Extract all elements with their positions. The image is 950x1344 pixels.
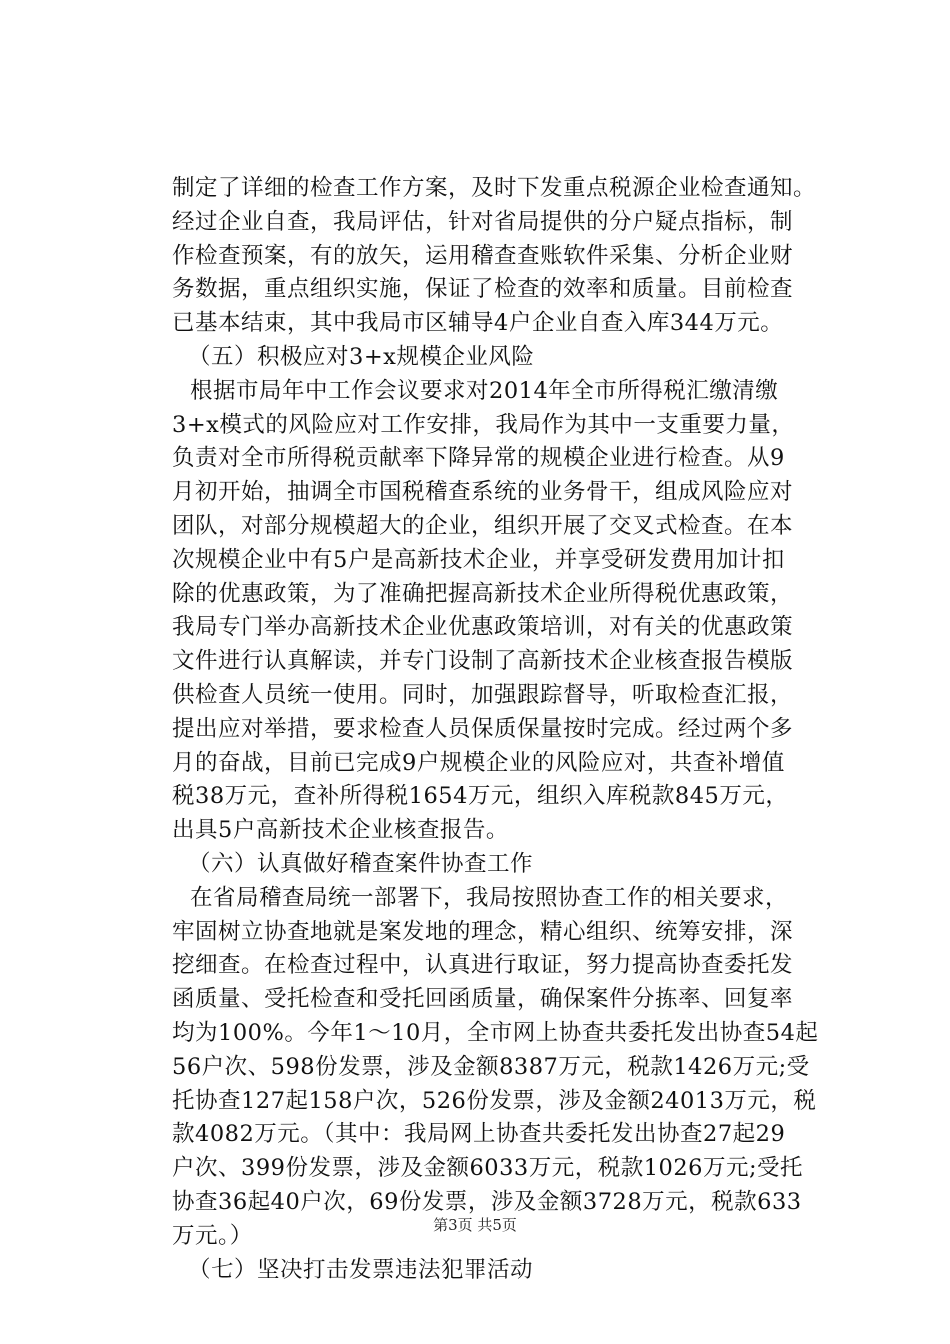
body-line: 文件进行认真解读，并专门设制了高新技术企业核查报告模版 bbox=[172, 648, 794, 675]
body-line: 经过企业自查，我局评估，针对省局提供的分户疑点指标，制 bbox=[172, 208, 794, 235]
section-heading-6: （六）认真做好稽查案件协查工作 bbox=[188, 850, 534, 877]
document-body bbox=[172, 172, 819, 1287]
body-line: 提出应对举措，要求检查人员保质保量按时完成。经过两个多 bbox=[172, 715, 794, 742]
body-line: 56户次、598份发票，涉及金额8387万元，税款1426万元;受 bbox=[172, 1053, 810, 1080]
body-line: 税38万元，查补所得税1654万元，组织入库税款845万元， bbox=[172, 783, 789, 810]
body-line: 制定了详细的检查工作方案，及时下发重点税源企业检查通知。 bbox=[172, 175, 817, 201]
body-line: 供检查人员统一使用。同时，加强跟踪督导，听取检查汇报， bbox=[172, 681, 794, 708]
body-line: 我局专门举办高新技术企业优惠政策培训，对有关的优惠政策 bbox=[172, 614, 794, 641]
body-line: 务数据，重点组织实施，保证了检查的效率和质量。目前检查 bbox=[172, 276, 794, 303]
body-line: 月初开始，抽调全市国税稽查系统的业务骨干，组成风险应对 bbox=[172, 479, 794, 506]
body-line: 挖细查。在检查过程中，认真进行取证，努力提高协查委托发 bbox=[172, 952, 794, 979]
body-line: 除的优惠政策，为了准确把握高新技术企业所得税优惠政策， bbox=[172, 580, 794, 607]
body-line: 出具5户高新技术企业核查报告。 bbox=[172, 817, 509, 844]
body-line: 已基本结束，其中我局市区辅导4户企业自查入库344万元。 bbox=[172, 310, 784, 337]
page-footer: 第3页 共5页 bbox=[433, 1216, 517, 1234]
body-line: 3+x模式的风险应对工作安排，我局作为其中一支重要力量， bbox=[172, 411, 795, 438]
body-line: 牢固树立协查地就是案发地的理念，精心组织、统筹安排，深 bbox=[172, 918, 794, 945]
body-line: 负责对全市所得税贡献率下降异常的规模企业进行检查。从9 bbox=[172, 445, 785, 472]
body-line: 万元。） bbox=[172, 1222, 253, 1249]
body-line: 次规模企业中有5户是高新技术企业，并享受研发费用加计扣 bbox=[172, 546, 785, 573]
body-line: 托协查127起158户次，526份发票，涉及金额24013万元，税 bbox=[172, 1087, 817, 1114]
paragraph-first-line: 根据市局年中工作会议要求对2014年全市所得税汇缴清缴 bbox=[190, 377, 779, 404]
paragraph-first-line: 在省局稽查局统一部署下，我局按照协查工作的相关要求， bbox=[190, 884, 789, 911]
body-line: 均为100%。今年1～10月，全市网上协查共委托发出协查54起 bbox=[172, 1019, 819, 1046]
body-line: 户次、399份发票，涉及金额6033万元，税款1026万元;受托 bbox=[172, 1155, 804, 1182]
body-line: 月的奋战，目前已完成9户规模企业的风险应对，共查补增值 bbox=[172, 749, 785, 776]
body-line: 团队，对部分规模超大的企业，组织开展了交叉式检查。在本 bbox=[172, 512, 794, 539]
body-line: 款4082万元。（其中：我局网上协查共委托发出协查27起29 bbox=[172, 1121, 786, 1148]
body-line: 函质量、受托检查和受托回函质量，确保案件分拣率、回复率 bbox=[172, 986, 794, 1013]
section-heading-7: （七）坚决打击发票违法犯罪活动 bbox=[188, 1256, 534, 1283]
body-line: 协查36起40户次，69份发票，涉及金额3728万元，税款633 bbox=[172, 1188, 802, 1215]
body-line: 作检查预案，有的放矢，运用稽查查账软件采集、分析企业财 bbox=[172, 242, 794, 269]
section-heading-5: （五）积极应对3+x规模企业风险 bbox=[188, 343, 535, 370]
